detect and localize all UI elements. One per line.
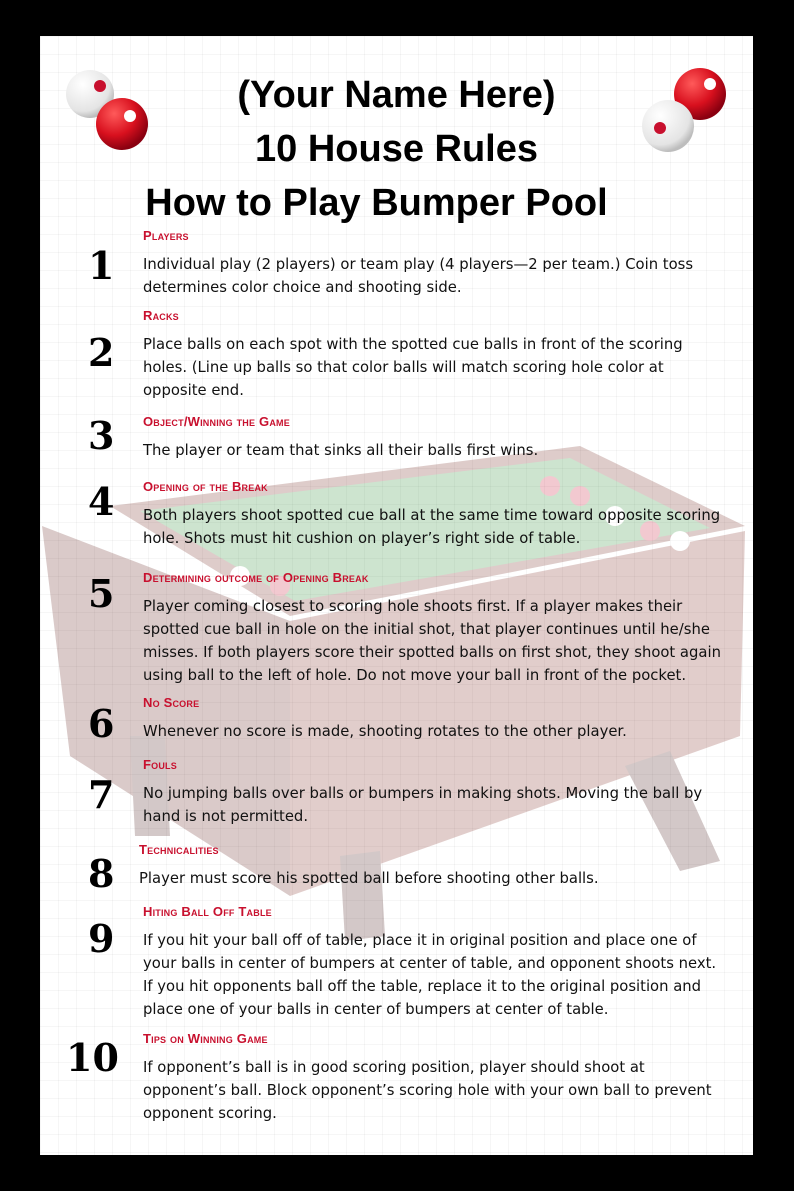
rule-body: The player or team that sinks all their balls first wins. bbox=[143, 442, 539, 459]
page-title: How to Play Bumper Pool bbox=[145, 182, 608, 224]
rule-title: Tips on Winning Game bbox=[143, 1031, 268, 1046]
rule-number: 10 bbox=[66, 1035, 119, 1080]
rule-title: Hiting Ball Off Table bbox=[143, 904, 272, 919]
rule-body: No jumping balls over balls or bumpers in making shots. Moving the ball by hand is not permitted. bbox=[143, 785, 703, 825]
rule-number: 2 bbox=[88, 330, 115, 375]
rule-body: If you hit your ball off of table, place it in original position and place one of your balls in center of bumpers at center of table, and opponent shoots next. If you hit opponents ball off the table, replace it to the original position and place one of your balls in center of bumpers at center of table. bbox=[143, 932, 717, 1018]
rule-title: Object/Winning the Game bbox=[143, 414, 290, 429]
rule-body: Player coming closest to scoring hole shoots first. If a player makes their spotted cue ball in hole on the initial shot, that player continues until he/she misses. If both players score their spotted balls on first shot, they shoot again using ball to the left of hole. Do not move your ball in front of the pocket. bbox=[143, 598, 721, 684]
rule-title: Racks bbox=[143, 308, 179, 323]
rules-poster bbox=[40, 36, 753, 1155]
rule-body: Both players shoot spotted cue ball at the same time toward opposite scoring hole. Shots must hit cushion on player’s right side of table. bbox=[143, 507, 721, 547]
rule-title: Determining outcome of Opening Break bbox=[143, 570, 369, 585]
rule-body: Place balls on each spot with the spotted cue balls in front of the scoring holes. (Line up balls so that color balls will match scoring hole color at opposite end. bbox=[143, 336, 683, 399]
rule-title: No Score bbox=[143, 695, 200, 710]
rule-body: Player must score his spotted ball before shooting other balls. bbox=[139, 870, 599, 887]
rule-title: Fouls bbox=[143, 757, 177, 772]
rule-number: 8 bbox=[88, 851, 115, 896]
rule-body: Whenever no score is made, shooting rotates to the other player. bbox=[143, 723, 627, 740]
rule-body: If opponent’s ball is in good scoring position, player should shoot at opponent’s ball. Block opponent’s scoring hole with your own ball to prevent opponent scoring. bbox=[143, 1059, 712, 1122]
rule-body: Individual play (2 players) or team play (4 players—2 per team.) Coin toss determines color choice and shooting side. bbox=[143, 256, 694, 296]
rule-number: 4 bbox=[88, 479, 115, 524]
rule-number: 6 bbox=[88, 701, 115, 746]
rule-number: 7 bbox=[88, 772, 115, 817]
rule-title: Opening of the Break bbox=[143, 479, 268, 494]
rule-number: 1 bbox=[88, 243, 115, 288]
rule-title: Technicalities bbox=[139, 842, 219, 857]
subtitle-line: 10 House Rules bbox=[255, 128, 538, 170]
rule-number: 5 bbox=[88, 571, 115, 616]
poster-header bbox=[40, 68, 753, 230]
rule-number: 3 bbox=[88, 413, 115, 458]
name-line: (Your Name Here) bbox=[237, 74, 556, 116]
rule-number: 9 bbox=[88, 916, 115, 961]
rule-title: Players bbox=[143, 228, 189, 243]
